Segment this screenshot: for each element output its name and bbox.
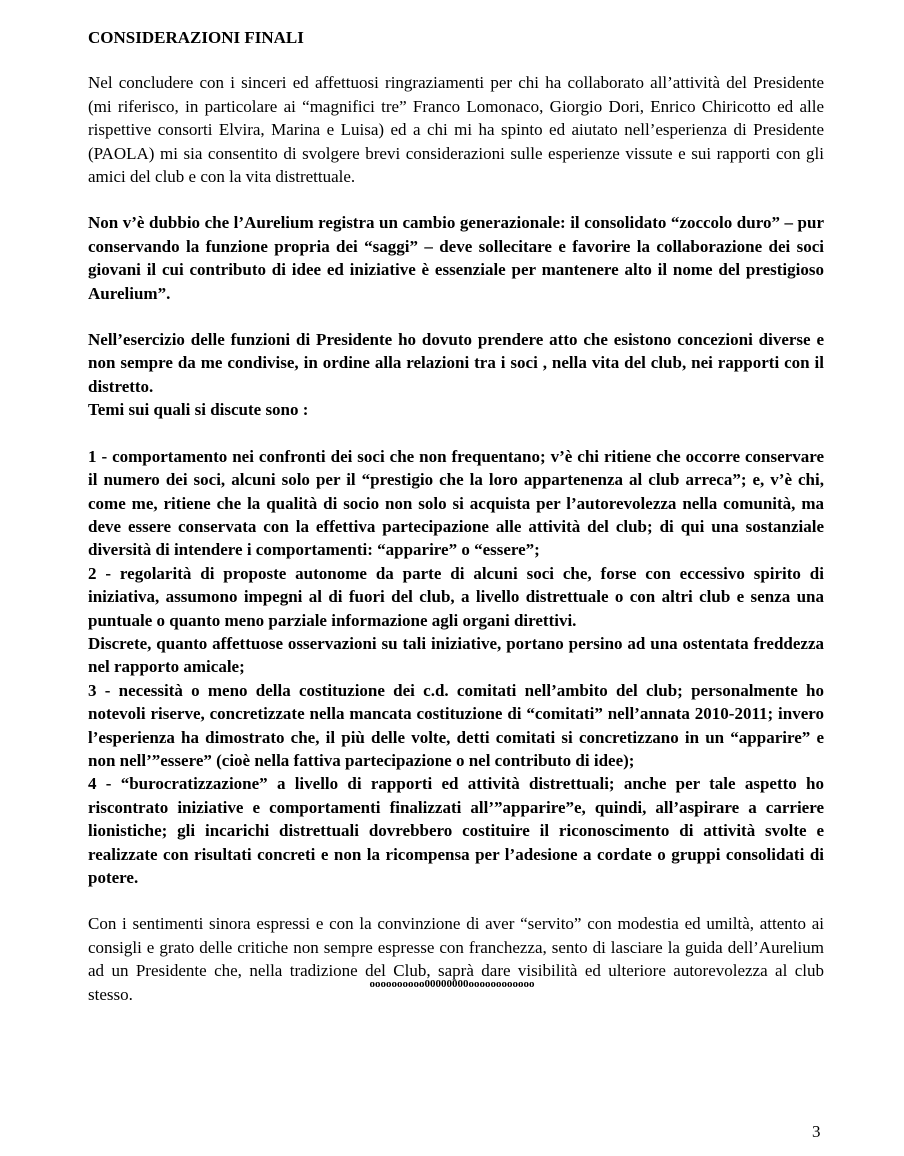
list-item-1: 1 - comportamento nei confronti dei soci che non frequentano; v’è chi ritiene che occorre conservare il numero dei soci, alcuni solo per il “prestigio che la loro appartenenza al club arreca”; e, v’è chi, come me, ritiene che la qualità di socio non solo si acquista per l’autorevolezza nella comunità, ma deve essere conservata con la effettiva partecipazione alle attività del club; di qui una sostanziale diversità di intendere i comportamenti: “apparire” o “essere”; — [88, 446, 824, 560]
list-item-3: 3 - necessità o meno della costituzione dei c.d. comitati nell’ambito del club; personalmente ho notevoli riserve, concretizzate nella mancata costituzione di “comitati” nell’annata 2010-2011; invero l’esperienza ha dimostrato che, il più delle volte, detti comitati si concretizzano in un “apparire” e non nell’”essere” (cioè nella fattiva partecipazione o nel contributo di idee); — [88, 680, 824, 770]
list-item-2-note: Discrete, quanto affettuose osservazioni su tali iniziative, portano persino ad una ostentata freddezza nel rapporto amicale; — [88, 633, 824, 677]
paragraph-acknowledgements: Nel concludere con i sinceri ed affettuosi ringraziamenti per chi ha collaborato all’attività del Presidente (mi riferisco, in particolare ai “magnifici tre” Franco Lomonaco, Giorgio Dori, Enrico Chiricotto ed alle rispettive consorti Elvira, Marina e Luisa) ed a chi mi ha spinto ed aiutato nell’esperienza di Presidente (PAOLA) mi sia consentito di svolgere brevi considerazioni sulle esperienze vissute e sui rapporti con gli amici del club e con la vita distrettuale. — [88, 73, 824, 187]
paragraph-generational-change: Non v’è dubbio che l’Aurelium registra un cambio generazionale: il consolidato “zoccolo duro” – pur conservando la funzione propria dei “saggi” – deve sollecitare e favorire la collaborazione dei soci giovani il cui contributo di idee ed iniziative è essenziale per mantenere alto il nome del prestigioso Aurelium”. — [88, 213, 824, 303]
paragraph-closing: Con i sentimenti sinora espressi e con la convinzione di aver “servito” con modestia ed umiltà, attento ai consigli e grato delle critiche non sempre espresse con franchezza, sento di lasciare la guida dell’Aurelium ad un Presidente che, nella tradizione del Club, saprà dare visibilità ed ulteriore autorevolezza al club stesso. — [88, 914, 824, 1004]
page-number: 3 — [812, 1122, 821, 1141]
document-page — [88, 26, 824, 1006]
list-item-2: 2 - regolarità di proposte autonome da parte di alcuni soci che, forse con eccessivo spirito di iniziativa, assumono impegni al di fuori del club, a livello distrettuale o con altri club e senza una puntuale o quanto meno parziale informazione agli organi direttivi. — [88, 563, 824, 630]
paragraph-topics-intro: Temi sui quali si discute sono : — [88, 400, 309, 420]
section-title: CONSIDERAZIONI FINALI — [88, 28, 304, 47]
paragraph-president-functions: Nell’esercizio delle funzioni di Presidente ho dovuto prendere atto che esistono concezioni diverse e non sempre da me condivise, in ordine alla relazioni tra i soci , nella vita del club, nei rapporti con il distretto. — [88, 330, 824, 396]
list-item-4: 4 - “burocratizzazione” a livello di rapporti ed attività distrettuali; anche per tale aspetto ho riscontrato iniziative e comportamenti finalizzati all’”apparire”e, quindi, all’aspirare a carriere lionistiche; gli incarichi distrettuali dovrebbero costituire il riconoscimento di attività svolte e realizzate con risultati concreti e non la ricompensa per l’adesione a cordate o gruppi consolidati di potere. — [88, 774, 824, 887]
section-divider: oooooooooo00000000oooooooooooo — [369, 978, 535, 990]
